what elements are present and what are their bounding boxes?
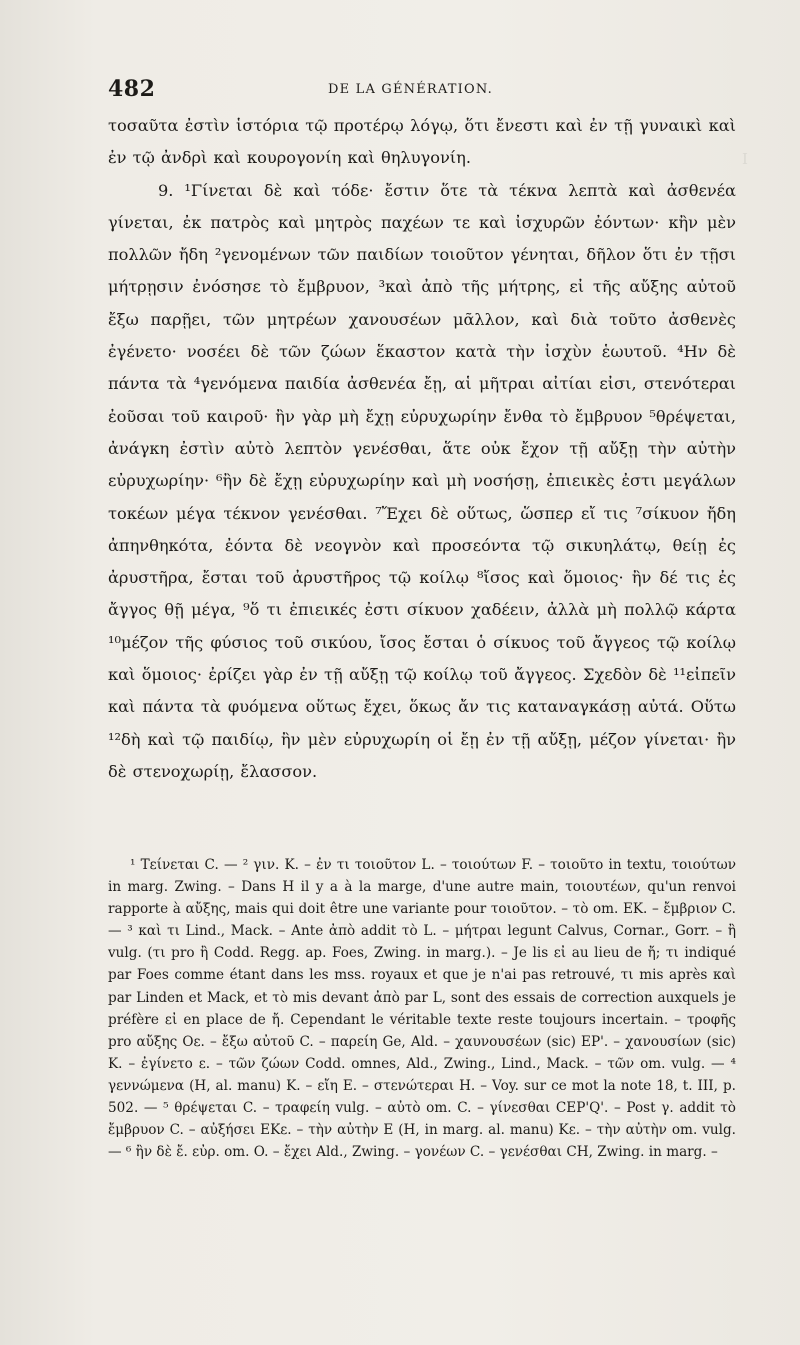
page-header: [108, 76, 738, 106]
page-number: 482: [108, 76, 156, 102]
footnotes: [108, 854, 736, 1163]
running-head: DE LA GÉNÉRATION.: [328, 82, 493, 97]
bleed-through: I: [742, 150, 748, 168]
footnote-block: ¹ Τείνεται C. — ² γιν. K. – ἐν τι τοιοῦτον L. – τοιούτων F. – τοιοῦτο in textu, τοιούτων in marg. Zwing. – Dans H il y a à la marge, d'une autre main, τοιουτέων, qu'un renvoi rapporte à αὔξης, mais qui doit être une variante pour τοιοῦτον. – τὸ om. EK. – ἔμβριον C. — ³ καὶ τι Lind., Mack. – Ante ἀπὸ addit τὸ L. – μήτραι legunt Calvus, Cornar., Gorr. – ἢ vulg. (τι pro ἢ Codd. Regg. ap. Foes, Zwing. in marg.). – Je lis εἰ au lieu de ἤ; τι indiqué par Foes comme étant dans les mss. royaux et que je n'ai pas retrouvé, τι mis après καὶ par Linden et Mack, et τὸ mis devant ἀπὸ par L, sont des essais de correction auxquels je préfère εἰ en place de ἤ. Cependant le véritable texte reste toujours incertain. – τροφῆς pro αὔξης Οε. – ἔξω αὐτοῦ C. – παρείη Ge, Ald. – χαυνουσέων (sic) EP'. – χανουσίων (sic) K. – ἐγίνετο ε. – τῶν ζώων Codd. omnes, Ald., Zwing., Lind., Mack. – τῶν om. vulg. — ⁴ γεννώμενα (H, al. manu) K. – εἴη E. – στενώτεραι H. – Voy. sur ce mot la note 18, t. III, p. 502. — ⁵ θρέψεται C. – τραφείη vulg. – αὐτὸ om. C. – γίνεσθαι CEP'Q'. – Post γ. addit τὸ ἔμβρυον C. – αὐξήσει EKε. – τὴν αὐτὴν E (H, in marg. al. manu) Kε. – τὴν αὐτὴν om. vulg. — ⁶ ἢν δὲ ἔ. εὐρ. om. O. – ἔχει Ald., Zwing. – γονέων C. – γενέσθαι CH, Zwing. in marg. –: [108, 857, 736, 1161]
paragraph-section-9: 9. ¹Γίνεται δὲ καὶ τόδε· ἔστιν ὅτε τὰ τέκνα λεπτὰ καὶ ἀσθενέα γίνεται, ἐκ πατρὸς καὶ μητρὸς παχέων τε καὶ ἰσχυρῶν ἐόντων· κἢν μὲν πολλῶν ἤδη ²γενομένων τῶν παιδίων τοιοῦτον γένηται, δῆλον ὅτι ἐν τῇσι μήτρῃσιν ἐνόσησε τὸ ἔμβρυον, ³καὶ ἀπὸ τῆς μήτρης, εἰ τῆς αὔξης αὐτοῦ ἔξω παρῇει, τῶν μητρέων χανουσέων μᾶλλον, καὶ διὰ τοῦτο ἀσθενὲς ἐγένετο· νοσέει δὲ τῶν ζώων ἕκαστον κατὰ τὴν ἰσχὺν ἑωυτοῦ. ⁴Ην δὲ πάντα τὰ ⁴γενόμενα παιδία ἀσθενέα ἔῃ, αἱ μῆτραι αἰτίαι εἰσι, στενότεραι ἐοῦσαι τοῦ καιροῦ· ἢν γὰρ μὴ ἔχῃ εὐρυχωρίην ἔνθα τὸ ἔμβρυον ⁵θρέψεται, ἀνάγκη ἐστὶν αὐτὸ λεπτὸν γενέσθαι, ἅτε οὐκ ἔχον τῇ αὔξῃ τὴν αὐτὴν εὐρυχωρίην· ⁶ἢν δὲ ἔχῃ εὐρυχωρίην καὶ μὴ νοσήσῃ, ἐπιεικὲς ἐστι μεγάλων τοκέων μέγα τέκνον γενέσθαι. ⁷Ἔχει δὲ οὕτως, ὥσπερ εἴ τις ⁷σίκυον ἤδη ἀπηνθηκότα, ἐόντα δὲ νεογνὸν καὶ προσεόντα τῷ σικυηλάτῳ, θείῃ ἐς ἀρυστῆρα, ἔσται τοῦ ἀρυστῆρος τῷ κοίλῳ ⁸ἴσος καὶ ὅμοιος· ἢν δέ τις ἐς ἄγγος θῇ μέγα, ⁹ὅ τι ἐπιεικές ἐστι σίκυον χαδέειν, ἀλλὰ μὴ πολλῷ κάρτα ¹⁰μέζον τῆς φύσιος τοῦ σικύου, ἴσος ἔσται ὁ σίκυος τοῦ ἄγγεος τῷ κοίλῳ καὶ ὅμοιος· ἐρίζει γὰρ ἐν τῇ αὔξῃ τῷ κοίλῳ τοῦ ἄγγεος. Σχεδὸν δὲ ¹¹εἰπεῖν καὶ πάντα τὰ φυόμενα οὕτως ἔχει, ὅκως ἄν τις καταναγκάσῃ αὐτά. Οὕτω ¹²δὴ καὶ τῷ παιδίῳ, ἢν μὲν εὐρυχωρίη οἱ ἔῃ ἐν τῇ αὔξῃ, μέζον γίνεται· ἢν δὲ στενοχωρίῃ, ἔλασσον.: [108, 180, 736, 781]
main-text: [108, 110, 736, 788]
paragraph-continuation: τοσαῦτα ἐστὶν ἱστόρια τῷ προτέρῳ λόγῳ, ὅτι ἔνεστι καὶ ἐν τῇ γυναικὶ καὶ ἐν τῷ ἀνδρὶ καὶ κουρογονίη καὶ θηλυγονίη.: [108, 116, 736, 168]
